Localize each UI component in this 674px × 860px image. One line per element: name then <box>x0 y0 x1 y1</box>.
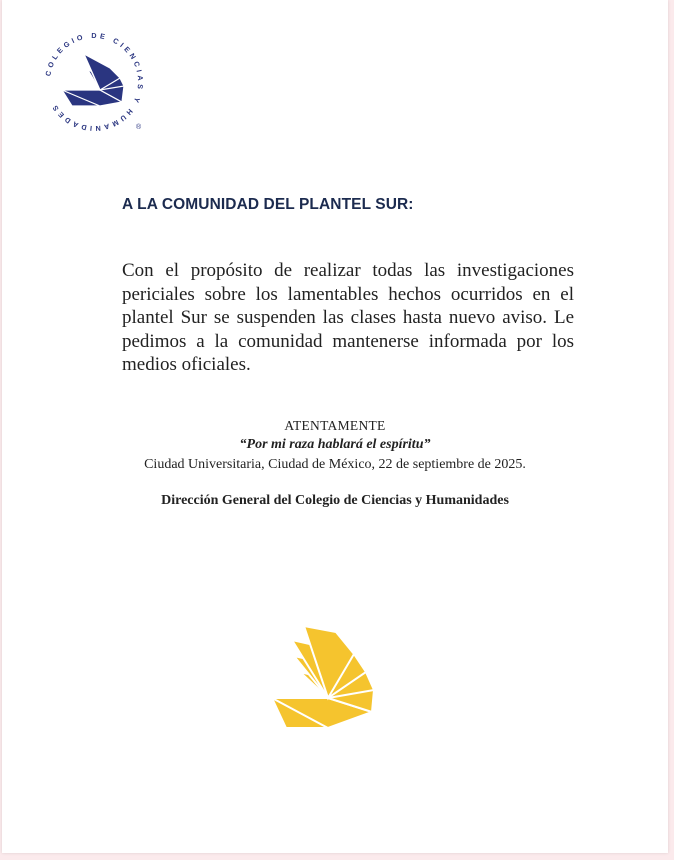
letter-body: Con el propósito de realizar todas las investigaciones periciales sobre los lamentables hechos ocurridos en el plantel Sur se suspenden las clases hasta nuevo aviso. Le pedimos a la comunidad mantenerse informada por los medios oficiales. <box>122 260 574 375</box>
svg-text:COLEGIO DE CIENCIAS Y HUMANIDA <box>43 31 145 133</box>
letter-page <box>2 0 668 853</box>
letter-heading: A LA COMUNIDAD DEL PLANTEL SUR: <box>122 196 414 213</box>
books-logo-icon <box>270 620 384 730</box>
seal-registered-mark: ® <box>136 124 142 131</box>
closing-signature: Dirección General del Colegio de Ciencias y Humanidades <box>161 493 509 508</box>
cch-seal-logo <box>40 28 148 136</box>
seal-books-icon <box>62 54 124 106</box>
closing-atentamente: ATENTAMENTE <box>284 418 386 433</box>
closing-motto: “Por mi raza hablará el espíritu” <box>239 437 431 452</box>
closing-place-date: Ciudad Universitaria, Ciudad de México, 22 de septiembre de 2025. <box>144 457 526 472</box>
seal-text: COLEGIO DE CIENCIAS Y HUMANIDADES <box>43 30 146 134</box>
